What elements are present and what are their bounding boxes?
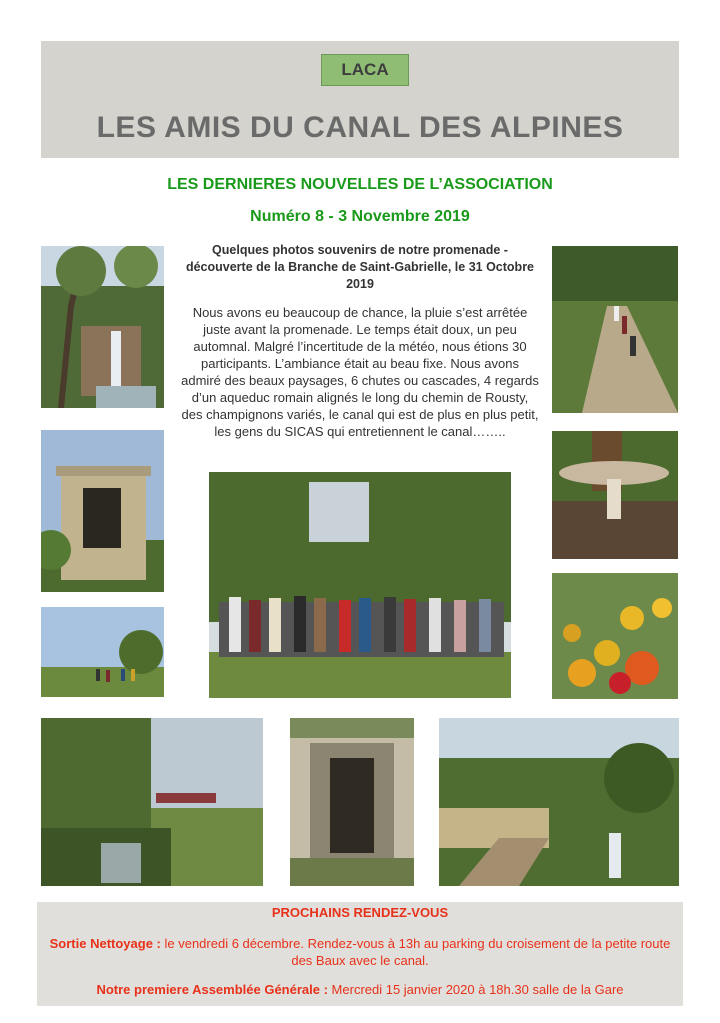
photo-stone-tower	[41, 430, 164, 592]
photo-walkers-field	[41, 607, 164, 697]
photo-canal-waterfall	[439, 718, 679, 886]
header-banner	[41, 41, 679, 158]
photo-mushroom	[552, 431, 678, 559]
event-cleanup	[47, 935, 673, 969]
laca-badge: LACA	[321, 54, 409, 86]
photo-canal-path	[41, 718, 263, 886]
photo-aqueduct-shaft	[290, 718, 414, 886]
event-assembly	[37, 982, 683, 997]
photo-path-walkers	[552, 246, 678, 413]
issue-number: Numéro 8 - 3 Novembre 2019	[250, 208, 470, 225]
page-title: LES AMIS DU CANAL DES ALPINES	[96, 111, 624, 144]
body-paragraph: Nous avons eu beaucoup de chance, la pluie s’est arrêtée juste avant la promenade. Le temps était doux, un peu automnal. Malgré l’incertitude de la météo, nous étions 30 participants. L’ambiance était au beau fixe. Nous avons admiré des beaux paysages, 6 chutes ou cascades, 4 regards d’un aqueduc romain alignés le long du chemin de Rousty, des champignons variés, le canal qui est de plus en plus petit, les gens du SICAS qui entretiennent le canal……..	[181, 305, 539, 439]
event-cleanup-label: Sortie Nettoyage :	[49, 936, 161, 951]
photo-arbutus-berries	[552, 573, 678, 699]
photo-waterfall	[41, 246, 164, 408]
photo-group	[209, 472, 511, 698]
lead-paragraph: Quelques photos souvenirs de notre promenade - découverte de la Branche de Saint-Gabrielle, le 31 Octobre 2019	[185, 243, 535, 291]
newsletter-subtitle: LES DERNIERES NOUVELLES DE L’ASSOCIATION	[167, 176, 553, 193]
events-title: PROCHAINS RENDEZ-VOUS	[271, 905, 449, 920]
event-cleanup-text: le vendredi 6 décembre. Rendez-vous à 13h au parking du croisement de la petite route des Baux avec le canal.	[160, 936, 671, 968]
event-assembly-text: Mercredi 15 janvier 2020 à 18h.30 salle de la Gare	[327, 982, 624, 997]
event-assembly-label: Notre premiere Assemblée Générale :	[96, 982, 328, 997]
upcoming-events	[37, 902, 683, 1006]
